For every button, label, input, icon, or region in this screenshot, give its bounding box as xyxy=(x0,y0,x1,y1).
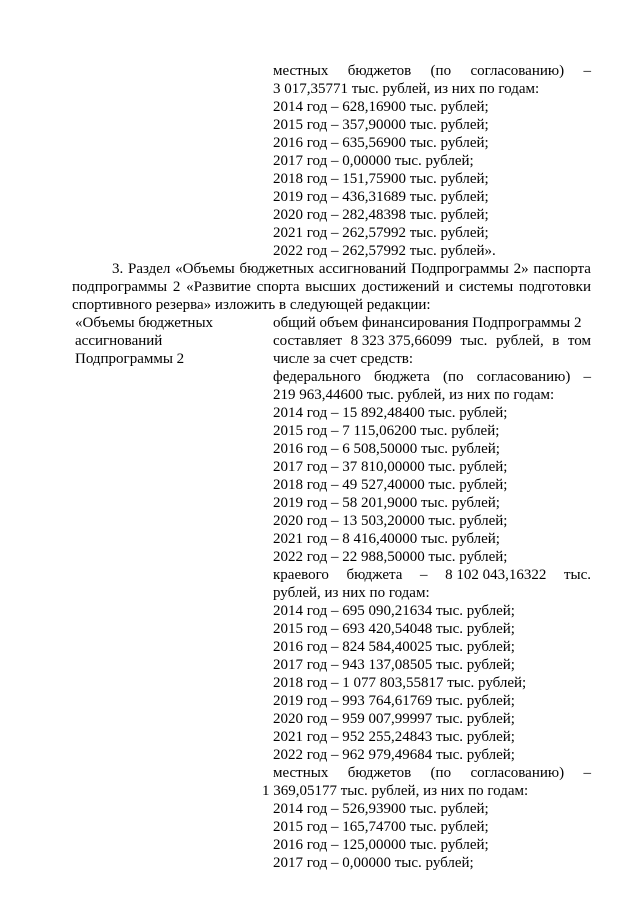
word: согласованию) xyxy=(476,369,571,385)
word: Раздел xyxy=(127,261,171,277)
federal-year-line: 2021 год – 8 416,40000 тыс. рублей; xyxy=(273,531,500,547)
regional-year-line: 2021 год – 952 255,24843 тыс. рублей; xyxy=(273,729,515,745)
local-budget-total: 1 369,05177 тыс. рублей, из них по годам: xyxy=(262,783,529,799)
federal-budget-total: 219 963,44600 тыс. рублей, из них по годам: xyxy=(273,387,555,403)
word: «Объемы xyxy=(175,261,235,277)
total-financing-amount xyxy=(273,332,591,350)
local-year-line: 2016 год – 125,00000 тыс. рублей; xyxy=(273,837,489,853)
federal-year-line: 2022 год – 22 988,50000 тыс. рублей; xyxy=(273,549,508,565)
word: достижений xyxy=(361,279,440,295)
top-year-line: 2018 год – 151,75900 тыс. рублей; xyxy=(273,171,489,187)
top-local-budget-total: 3 017,35771 тыс. рублей, из них по годам: xyxy=(273,81,540,97)
left-label-line: Подпрограммы 2 xyxy=(75,351,185,367)
regional-year-line: 2022 год – 962 979,49684 тыс. рублей; xyxy=(273,747,515,763)
word: ассигнований xyxy=(318,261,407,277)
word: тыс. xyxy=(460,333,488,349)
word: (по xyxy=(443,369,464,385)
word: 2» xyxy=(513,261,529,277)
federal-year-line: 2019 год – 58 201,9000 тыс. рублей; xyxy=(273,495,500,511)
regional-budget-total: рублей, из них по годам: xyxy=(273,585,430,601)
word: высших xyxy=(305,279,357,295)
left-label-line: ассигнований xyxy=(75,333,163,349)
federal-budget-heading xyxy=(273,368,591,386)
word: – xyxy=(583,369,591,385)
word: бюджета xyxy=(374,369,430,385)
word: бюджетов xyxy=(347,63,412,79)
word: местных xyxy=(273,63,329,79)
top-year-line: 2017 год – 0,00000 тыс. рублей; xyxy=(273,153,474,169)
local-year-line: 2014 год – 526,93900 тыс. рублей; xyxy=(273,801,489,817)
word: краевого xyxy=(273,567,329,583)
federal-year-line: 2014 год – 15 892,48400 тыс. рублей; xyxy=(273,405,508,421)
word: 3. xyxy=(112,261,124,277)
regional-year-line: 2018 год – 1 077 803,55817 тыс. рублей; xyxy=(273,675,527,691)
word: – xyxy=(583,63,591,79)
total-financing-line: общий объем финансирования Подпрограммы 2 xyxy=(273,315,582,331)
top-local-budget-heading xyxy=(273,62,591,80)
local-year-line: 2015 год – 165,74700 тыс. рублей; xyxy=(273,819,489,835)
word: подготовки xyxy=(518,279,591,295)
word: 2 xyxy=(172,279,181,295)
top-year-line: 2016 год – 635,56900 тыс. рублей; xyxy=(273,135,489,151)
federal-year-line: 2018 год – 49 527,40000 тыс. рублей; xyxy=(273,477,508,493)
word: в xyxy=(552,333,560,349)
federal-year-line: 2017 год – 37 810,00000 тыс. рублей; xyxy=(273,459,508,475)
top-year-line: 2014 год – 628,16900 тыс. рублей; xyxy=(273,99,489,115)
word: бюджетов xyxy=(347,765,412,781)
word: согласованию) xyxy=(470,765,565,781)
word: местных xyxy=(273,765,329,781)
word: и xyxy=(445,279,454,295)
regional-budget-heading xyxy=(273,566,591,584)
word: рублей, xyxy=(495,333,544,349)
word: составляет xyxy=(273,333,343,349)
regional-year-line: 2015 год – 693 420,54048 тыс. рублей; xyxy=(273,621,515,637)
word: 8 323 375,66099 xyxy=(350,333,452,349)
word: тыс. xyxy=(563,567,591,583)
top-year-line: 2015 год – 357,90000 тыс. рублей; xyxy=(273,117,489,133)
section3-line2 xyxy=(72,278,591,296)
word: Подпрограммы xyxy=(410,261,509,277)
word: – xyxy=(583,765,591,781)
local-year-line: 2017 год – 0,00000 тыс. рублей; xyxy=(273,855,474,871)
funding-sources-intro: числе за счет средств: xyxy=(273,351,414,367)
regional-year-line: 2016 год – 824 584,40025 тыс. рублей; xyxy=(273,639,515,655)
top-year-line: 2022 год – 262,57992 тыс. рублей». xyxy=(273,243,496,259)
local-budget-heading xyxy=(273,764,591,782)
word: подпрограммы xyxy=(72,279,168,295)
top-year-line: 2019 год – 436,31689 тыс. рублей; xyxy=(273,189,489,205)
word: 8 102 043,16322 xyxy=(445,567,547,583)
word: бюджетных xyxy=(239,261,315,277)
word: паспорта xyxy=(533,261,591,277)
word: (по xyxy=(430,765,452,781)
word: (по xyxy=(430,63,452,79)
word: «Развитие xyxy=(186,279,251,295)
word: согласованию) xyxy=(470,63,565,79)
federal-year-line: 2020 год – 13 503,20000 тыс. рублей; xyxy=(273,513,508,529)
word: том xyxy=(567,333,591,349)
regional-year-line: 2014 год – 695 090,21634 тыс. рублей; xyxy=(273,603,515,619)
regional-year-line: 2017 год – 943 137,08505 тыс. рублей; xyxy=(273,657,515,673)
federal-year-line: 2016 год – 6 508,50000 тыс. рублей; xyxy=(273,441,500,457)
word: – xyxy=(420,567,428,583)
word: системы xyxy=(459,279,514,295)
federal-year-line: 2015 год – 7 115,06200 тыс. рублей; xyxy=(273,423,500,439)
regional-year-line: 2020 год – 959 007,99997 тыс. рублей; xyxy=(273,711,515,727)
top-year-line: 2021 год – 262,57992 тыс. рублей; xyxy=(273,225,489,241)
top-year-line: 2020 год – 282,48398 тыс. рублей; xyxy=(273,207,489,223)
word: бюджета xyxy=(346,567,403,583)
word: федерального xyxy=(273,369,361,385)
regional-year-line: 2019 год – 993 764,61769 тыс. рублей; xyxy=(273,693,515,709)
left-label-line: «Объемы бюджетных xyxy=(75,315,214,331)
section3-line3: спортивного резерва» изложить в следующей редакции: xyxy=(72,297,431,313)
word: спорта xyxy=(256,279,300,295)
section3-line1 xyxy=(112,260,591,278)
